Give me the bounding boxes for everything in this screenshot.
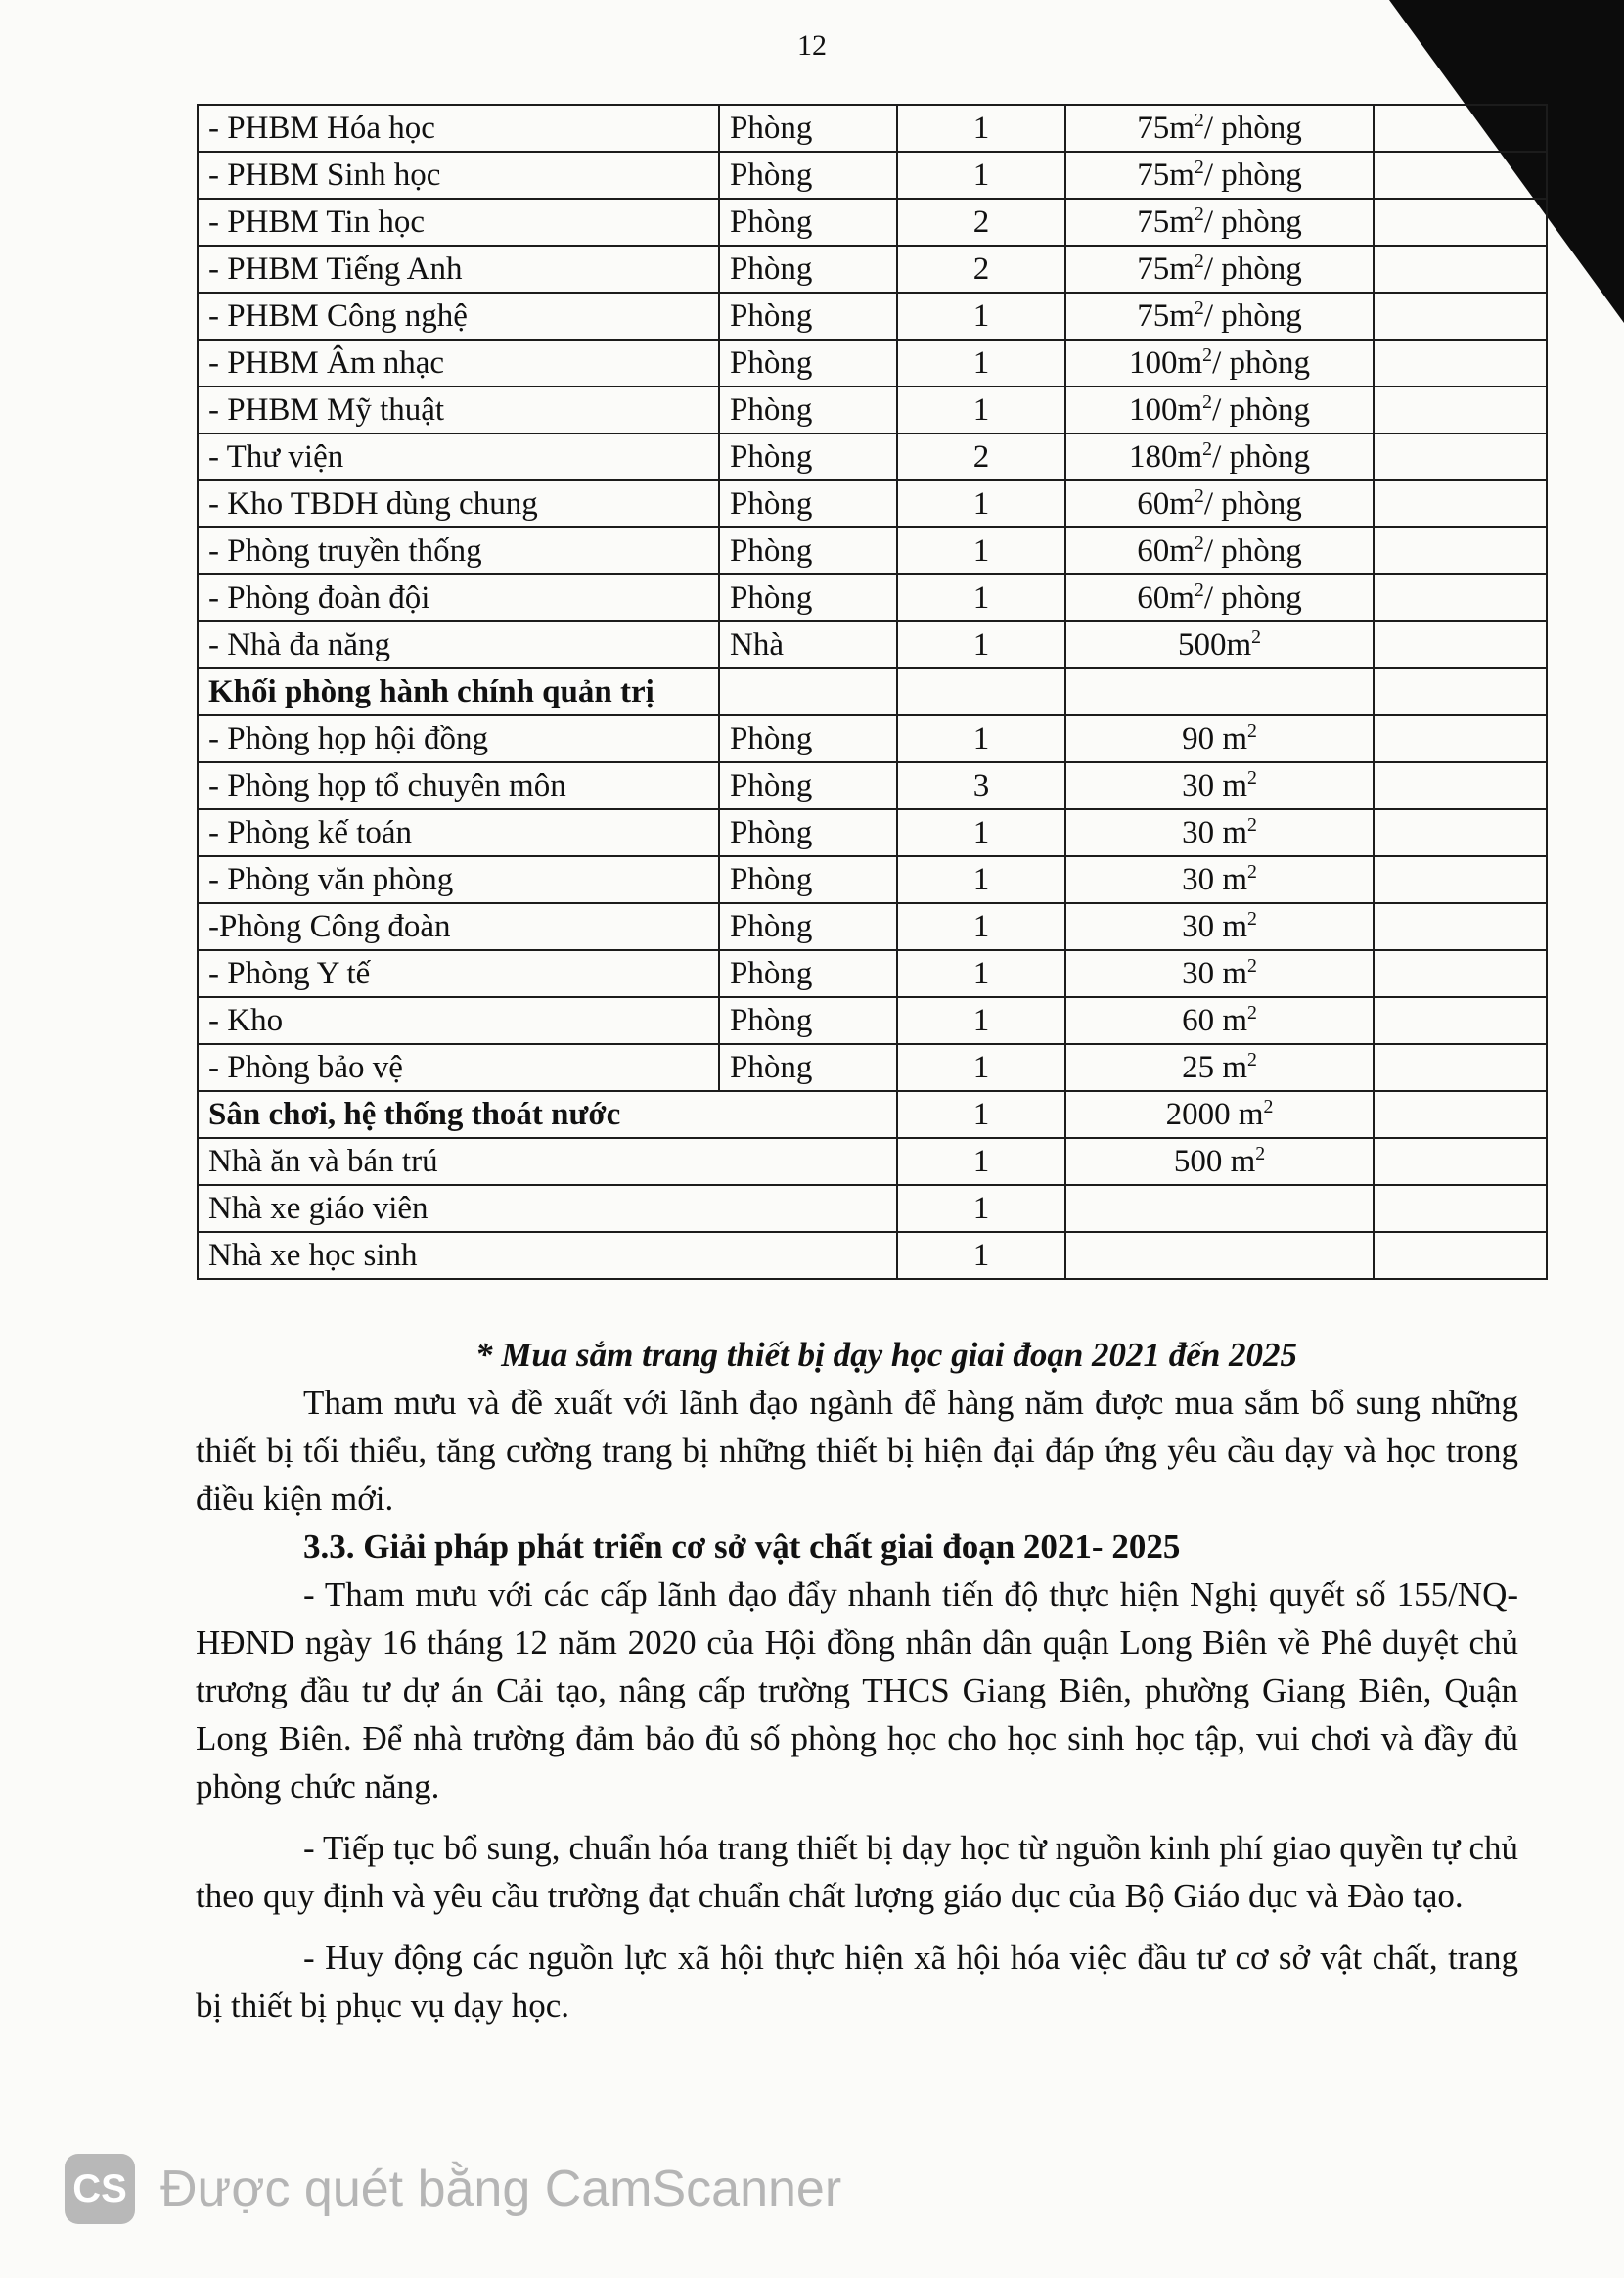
purchase-heading: * Mua sắm trang thiết bị dạy học giai đoạn 2021 đến 2025 (474, 1336, 1298, 1374)
empty-cell (1374, 997, 1547, 1044)
area-exponent: 2 (1194, 484, 1204, 507)
area-value: 100m (1129, 344, 1203, 381)
area-value: 60m (1137, 579, 1195, 615)
quantity-cell: 1 (897, 1185, 1065, 1232)
table-row (198, 387, 1547, 433)
empty-cell (1374, 950, 1547, 997)
area-exponent: 2 (1194, 109, 1204, 131)
quantity-cell: 2 (897, 433, 1065, 480)
table-row (198, 480, 1547, 527)
area-exponent: 2 (1194, 531, 1204, 554)
facility-name-cell: - PHBM Hóa học (198, 105, 719, 152)
facility-name-cell: - Phòng họp hội đồng (198, 715, 719, 762)
area-suffix: / phòng (1203, 110, 1302, 146)
quantity-cell: 1 (897, 621, 1065, 668)
facility-name-cell: - Kho (198, 997, 719, 1044)
empty-cell (1374, 1091, 1547, 1138)
camscanner-text: Được quét bằng CamScanner (160, 2161, 842, 2217)
document-body (196, 1331, 1518, 2029)
area-cell (1065, 762, 1374, 809)
area-suffix: / phòng (1203, 251, 1302, 287)
empty-cell (1374, 1138, 1547, 1185)
table-row (198, 856, 1547, 903)
unit-cell: Phòng (719, 997, 897, 1044)
area-cell (1065, 1232, 1374, 1279)
unit-cell: Phòng (719, 387, 897, 433)
area-value: 30 m (1182, 955, 1248, 991)
area-cell (1065, 433, 1374, 480)
area-value: 75m (1137, 110, 1195, 146)
table-row (198, 293, 1547, 340)
table-row (198, 105, 1547, 152)
empty-cell (1374, 199, 1547, 246)
unit-cell: Phòng (719, 340, 897, 387)
facility-name-cell: - Phòng truyền thống (198, 527, 719, 574)
facility-name-cell: - Thư viện (198, 433, 719, 480)
table-row (198, 903, 1547, 950)
area-suffix: / phòng (1203, 532, 1302, 569)
area-value: 75m (1137, 157, 1195, 193)
quantity-cell (897, 668, 1065, 715)
facility-name-cell: Nhà xe giáo viên (198, 1185, 897, 1232)
section-heading: 3.3. Giải pháp phát triển cơ sở vật chất giai đoạn 2021- 2025 (303, 1527, 1181, 1566)
empty-cell (1374, 715, 1547, 762)
purchase-paragraph: Tham mưu và đề xuất với lãnh đạo ngành để hàng năm được mua sắm bổ sung những thiết bị tối thiểu, tăng cường trang bị những thiết bị hiện đại đáp ứng yêu cầu dạy và học trong điều kiện mới. (196, 1384, 1518, 1518)
quantity-cell: 1 (897, 527, 1065, 574)
area-value: 180m (1129, 438, 1203, 475)
area-cell (1065, 199, 1374, 246)
quantity-cell: 1 (897, 152, 1065, 199)
table-row (198, 199, 1547, 246)
table-row (198, 152, 1547, 199)
quantity-cell: 1 (897, 293, 1065, 340)
quantity-cell: 2 (897, 246, 1065, 293)
area-value: 100m (1129, 391, 1203, 428)
page-number: 12 (797, 29, 827, 62)
facility-name-cell: - PHBM Sinh học (198, 152, 719, 199)
unit-cell: Phòng (719, 574, 897, 621)
quantity-cell: 3 (897, 762, 1065, 809)
area-value: 90 m (1182, 720, 1248, 756)
area-cell (1065, 668, 1374, 715)
empty-cell (1374, 1232, 1547, 1279)
area-value: 75m (1137, 204, 1195, 240)
quantity-cell: 1 (897, 340, 1065, 387)
facility-name-cell: Nhà ăn và bán trú (198, 1138, 897, 1185)
empty-cell (1374, 105, 1547, 152)
empty-cell (1374, 1185, 1547, 1232)
empty-cell (1374, 574, 1547, 621)
empty-cell (1374, 433, 1547, 480)
area-exponent: 2 (1255, 1142, 1266, 1164)
area-value: 60m (1137, 532, 1195, 569)
empty-cell (1374, 809, 1547, 856)
table-row (198, 246, 1547, 293)
empty-cell (1374, 856, 1547, 903)
facility-name-cell: - Phòng bảo vệ (198, 1044, 719, 1091)
unit-cell: Phòng (719, 903, 897, 950)
camscanner-watermark (65, 2150, 841, 2228)
area-cell (1065, 715, 1374, 762)
quantity-cell: 1 (897, 856, 1065, 903)
empty-cell (1374, 480, 1547, 527)
unit-cell: Phòng (719, 762, 897, 809)
area-exponent: 2 (1251, 625, 1262, 648)
area-exponent: 2 (1194, 156, 1204, 178)
facility-table-body (198, 105, 1547, 1279)
unit-cell: Phòng (719, 1044, 897, 1091)
quantity-cell: 1 (897, 574, 1065, 621)
area-value: 30 m (1182, 861, 1248, 897)
camscanner-logo-icon: CS (65, 2154, 135, 2224)
quantity-cell: 1 (897, 997, 1065, 1044)
facility-name-cell: - Kho TBDH dùng chung (198, 480, 719, 527)
area-cell (1065, 574, 1374, 621)
quantity-cell: 1 (897, 387, 1065, 433)
quantity-cell: 1 (897, 1044, 1065, 1091)
facility-name-cell: - PHBM Tiếng Anh (198, 246, 719, 293)
quantity-cell: 1 (897, 903, 1065, 950)
area-value: 60m (1137, 485, 1195, 522)
empty-cell (1374, 762, 1547, 809)
area-cell (1065, 997, 1374, 1044)
area-value: 500m (1177, 626, 1252, 662)
area-suffix: / phòng (1203, 157, 1302, 193)
area-cell (1065, 621, 1374, 668)
table-row (198, 1138, 1547, 1185)
quantity-cell: 1 (897, 809, 1065, 856)
table-row (198, 1185, 1547, 1232)
area-cell (1065, 809, 1374, 856)
table-row (198, 715, 1547, 762)
quantity-cell: 1 (897, 1138, 1065, 1185)
facility-table (197, 104, 1548, 1280)
area-suffix: / phòng (1203, 579, 1302, 615)
facility-name-cell: - Phòng Y tế (198, 950, 719, 997)
area-value: 25 m (1182, 1049, 1248, 1085)
table-row (198, 997, 1547, 1044)
table-row (198, 340, 1547, 387)
table-row (198, 433, 1547, 480)
empty-cell (1374, 527, 1547, 574)
solution-paragraph-1: - Tham mưu với các cấp lãnh đạo đẩy nhanh tiến độ thực hiện Nghị quyết số 155/NQ-HĐND ngày 16 tháng 12 năm 2020 của Hội đồng nhân dân quận Long Biên về Phê duyệt chủ trương đầu tư dự án Cải tạo, nâng cấp trường THCS Giang Biên, phường Giang Biên, Quận Long Biên. Để nhà trường đảm bảo đủ số phòng học cho học sinh học tập, vui chơi và đầy đủ phòng chức năng. (196, 1575, 1518, 1805)
unit-cell: Phòng (719, 199, 897, 246)
area-cell (1065, 903, 1374, 950)
empty-cell (1374, 246, 1547, 293)
area-suffix: / phòng (1203, 297, 1302, 334)
area-value: 30 m (1182, 814, 1248, 850)
area-exponent: 2 (1247, 954, 1257, 977)
empty-cell (1374, 293, 1547, 340)
table-row (198, 668, 1547, 715)
area-cell (1065, 950, 1374, 997)
area-value: 75m (1137, 297, 1195, 334)
empty-cell (1374, 1044, 1547, 1091)
area-exponent: 2 (1247, 719, 1257, 742)
facility-name-cell: Nhà xe học sinh (198, 1232, 897, 1279)
empty-cell (1374, 621, 1547, 668)
area-suffix: / phòng (1212, 438, 1310, 475)
area-cell (1065, 1138, 1374, 1185)
table-row (198, 1044, 1547, 1091)
table-row (198, 809, 1547, 856)
area-exponent: 2 (1247, 1001, 1257, 1024)
quantity-cell: 1 (897, 715, 1065, 762)
area-exponent: 2 (1202, 390, 1213, 413)
table-row (198, 1091, 1547, 1138)
table-row (198, 762, 1547, 809)
area-cell (1065, 293, 1374, 340)
area-value: 60 m (1182, 1002, 1248, 1038)
facility-name-cell: - Phòng họp tổ chuyên môn (198, 762, 719, 809)
unit-cell: Phòng (719, 715, 897, 762)
unit-cell: Phòng (719, 856, 897, 903)
area-value: 30 m (1182, 908, 1248, 944)
solution-paragraph-3: - Huy động các nguồn lực xã hội thực hiện xã hội hóa việc đầu tư cơ sở vật chất, trang bị thiết bị phục vụ dạy học. (196, 1938, 1518, 2025)
facility-name-cell: - PHBM Công nghệ (198, 293, 719, 340)
facility-name-cell: -Phòng Công đoàn (198, 903, 719, 950)
facility-name-cell: Khối phòng hành chính quản trị (198, 668, 719, 715)
empty-cell (1374, 903, 1547, 950)
unit-cell: Phòng (719, 480, 897, 527)
area-exponent: 2 (1194, 203, 1204, 225)
area-cell (1065, 1091, 1374, 1138)
area-exponent: 2 (1194, 578, 1204, 601)
area-suffix: / phòng (1203, 485, 1302, 522)
table-row (198, 574, 1547, 621)
quantity-cell: 2 (897, 199, 1065, 246)
area-exponent: 2 (1263, 1095, 1274, 1117)
table-row (198, 950, 1547, 997)
quantity-cell: 1 (897, 950, 1065, 997)
area-exponent: 2 (1194, 250, 1204, 272)
facility-name-cell: - Nhà đa năng (198, 621, 719, 668)
facility-name-cell: - Phòng kế toán (198, 809, 719, 856)
empty-cell (1374, 152, 1547, 199)
area-value: 2000 m (1165, 1096, 1264, 1132)
area-value: 30 m (1182, 767, 1248, 803)
facility-name-cell: - PHBM Tin học (198, 199, 719, 246)
area-exponent: 2 (1247, 1048, 1257, 1071)
unit-cell: Phòng (719, 433, 897, 480)
area-suffix: / phòng (1212, 391, 1310, 428)
unit-cell: Phòng (719, 809, 897, 856)
quantity-cell: 1 (897, 480, 1065, 527)
area-cell (1065, 856, 1374, 903)
area-exponent: 2 (1247, 860, 1257, 883)
table-row (198, 621, 1547, 668)
area-cell (1065, 105, 1374, 152)
empty-cell (1374, 340, 1547, 387)
area-exponent: 2 (1194, 296, 1204, 319)
area-suffix: / phòng (1203, 204, 1302, 240)
area-exponent: 2 (1202, 343, 1213, 366)
area-value: 500 m (1173, 1143, 1256, 1179)
area-suffix: / phòng (1212, 344, 1310, 381)
unit-cell: Phòng (719, 105, 897, 152)
area-cell (1065, 1185, 1374, 1232)
area-exponent: 2 (1247, 766, 1257, 789)
facility-name-cell: - Phòng văn phòng (198, 856, 719, 903)
quantity-cell: 1 (897, 105, 1065, 152)
facility-name-cell: - Phòng đoàn đội (198, 574, 719, 621)
unit-cell: Nhà (719, 621, 897, 668)
area-cell (1065, 480, 1374, 527)
area-exponent: 2 (1202, 437, 1213, 460)
table-row (198, 527, 1547, 574)
unit-cell: Phòng (719, 246, 897, 293)
facility-name-cell: Sân chơi, hệ thống thoát nước (198, 1091, 897, 1138)
area-cell (1065, 1044, 1374, 1091)
unit-cell (719, 668, 897, 715)
unit-cell: Phòng (719, 950, 897, 997)
table-row (198, 1232, 1547, 1279)
empty-cell (1374, 668, 1547, 715)
area-value: 75m (1137, 251, 1195, 287)
area-cell (1065, 152, 1374, 199)
area-cell (1065, 527, 1374, 574)
area-exponent: 2 (1247, 907, 1257, 930)
area-cell (1065, 246, 1374, 293)
facility-name-cell: - PHBM Âm nhạc (198, 340, 719, 387)
unit-cell: Phòng (719, 293, 897, 340)
solution-paragraph-2: - Tiếp tục bổ sung, chuẩn hóa trang thiết bị dạy học từ nguồn kinh phí giao quyền tự chủ theo quy định và yêu cầu trường đạt chuẩn chất lượng giáo dục của Bộ Giáo dục và Đào tạo. (196, 1829, 1518, 1915)
empty-cell (1374, 387, 1547, 433)
facility-name-cell: - PHBM Mỹ thuật (198, 387, 719, 433)
area-cell (1065, 387, 1374, 433)
quantity-cell: 1 (897, 1091, 1065, 1138)
unit-cell: Phòng (719, 152, 897, 199)
area-cell (1065, 340, 1374, 387)
area-exponent: 2 (1247, 813, 1257, 836)
quantity-cell: 1 (897, 1232, 1065, 1279)
unit-cell: Phòng (719, 527, 897, 574)
